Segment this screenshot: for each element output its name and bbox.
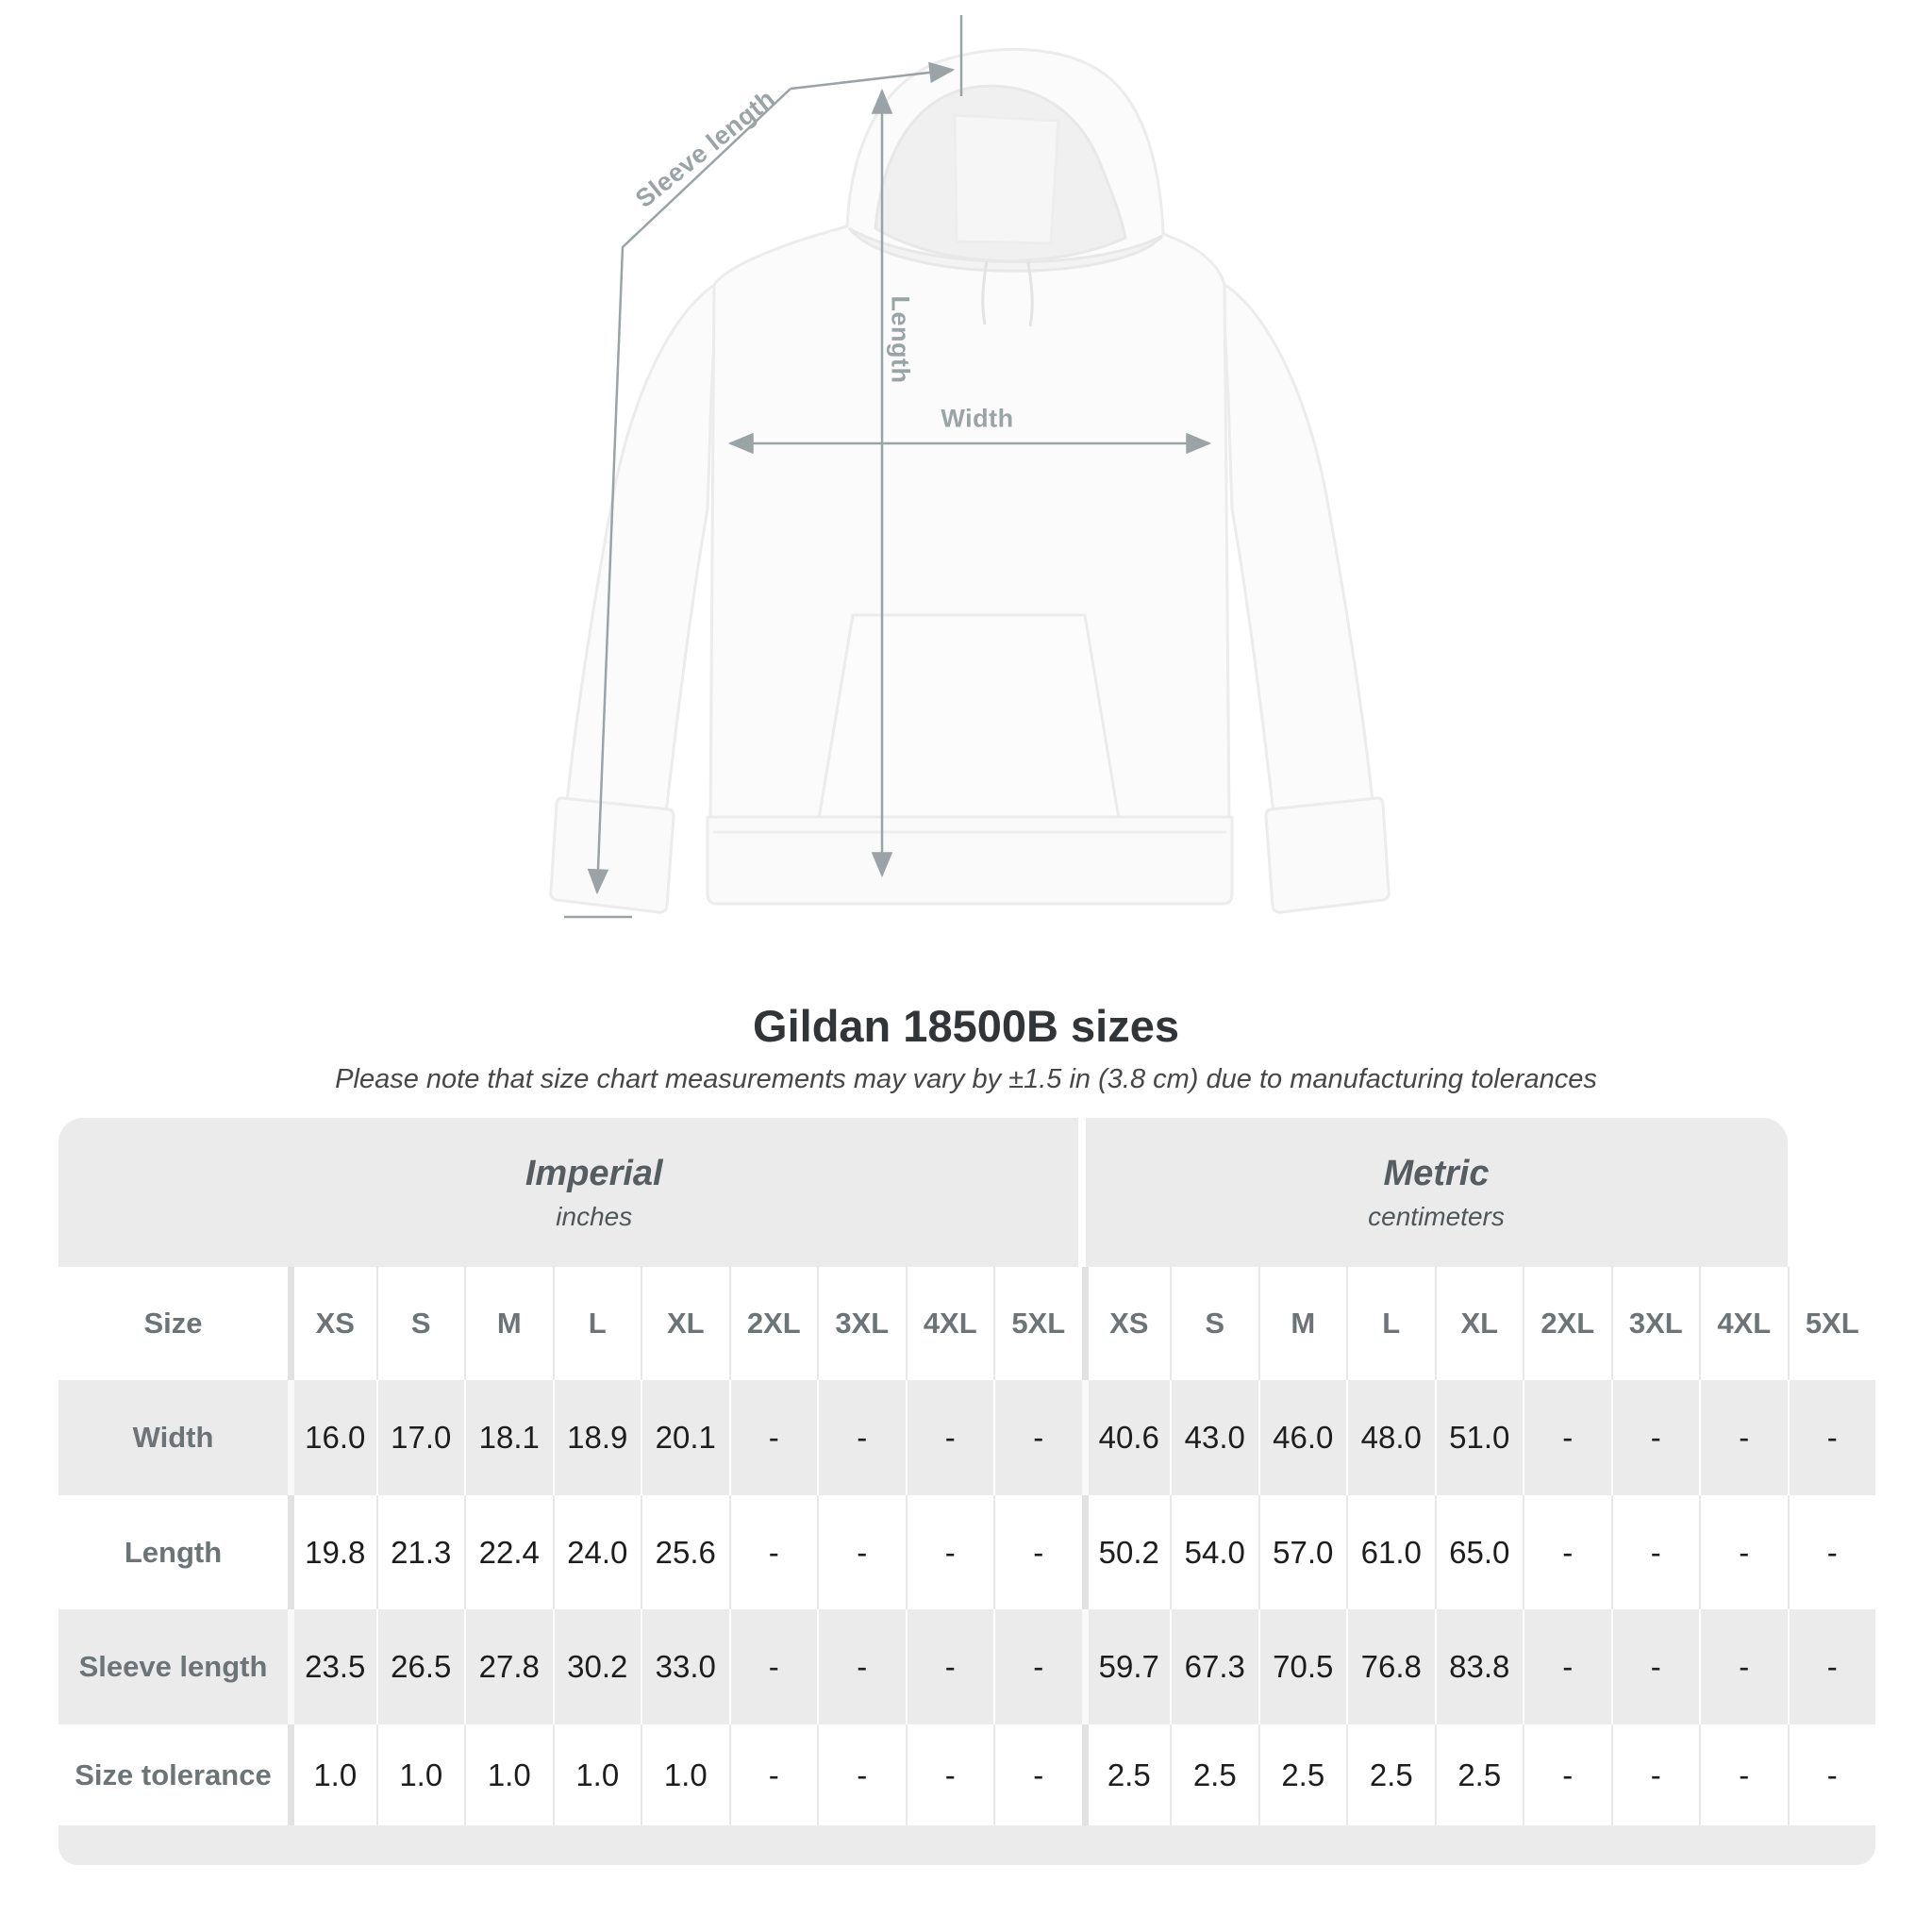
value-cell: 25.6	[641, 1495, 729, 1609]
size-header-row	[58, 1267, 1875, 1380]
size-col-header: M	[1258, 1267, 1347, 1380]
value-cell: 48.0	[1346, 1380, 1435, 1495]
value-cell: 43.0	[1170, 1380, 1258, 1495]
value-cell: -	[729, 1380, 818, 1495]
value-cell: 67.3	[1170, 1609, 1258, 1724]
value-cell: 2.5	[1346, 1724, 1435, 1825]
value-cell: 1.0	[641, 1724, 729, 1825]
size-col-header: 2XL	[729, 1267, 818, 1380]
right-cuff	[1266, 798, 1389, 912]
size-col-header: 5XL	[993, 1267, 1082, 1380]
table-row	[58, 1495, 1875, 1609]
value-cell: -	[1523, 1724, 1611, 1825]
value-cell: 24.0	[553, 1495, 641, 1609]
value-cell: 50.2	[1082, 1495, 1171, 1609]
value-cell: 1.0	[376, 1724, 465, 1825]
value-cell: 54.0	[1170, 1495, 1258, 1609]
size-col-header: 5XL	[1788, 1267, 1876, 1380]
value-cell: -	[1788, 1724, 1876, 1825]
imperial-section-header	[58, 1118, 1078, 1267]
row-label: Length	[124, 1535, 223, 1569]
value-cell: 40.6	[1082, 1380, 1171, 1495]
value-cell: -	[1523, 1380, 1611, 1495]
table-row	[58, 1380, 1875, 1495]
value-cell: 2.5	[1170, 1724, 1258, 1825]
value-cell: -	[906, 1724, 994, 1825]
value-cell: 83.8	[1435, 1609, 1524, 1724]
value-cell: 2.5	[1435, 1724, 1524, 1825]
value-cell: 17.0	[376, 1380, 465, 1495]
value-cell: 76.8	[1346, 1609, 1435, 1724]
size-col-header: 4XL	[1699, 1267, 1788, 1380]
value-cell: 27.8	[464, 1609, 553, 1724]
value-cell: 16.0	[288, 1380, 376, 1495]
value-cell: -	[1788, 1495, 1876, 1609]
value-cell: -	[729, 1724, 818, 1825]
size-table	[58, 1118, 1875, 1865]
value-cell: 46.0	[1258, 1380, 1347, 1495]
value-cell: -	[906, 1495, 994, 1609]
value-cell: -	[817, 1380, 906, 1495]
value-cell: -	[1611, 1495, 1700, 1609]
metric-section-title: Metric	[1383, 1153, 1490, 1193]
value-cell: 65.0	[1435, 1495, 1524, 1609]
value-cell: -	[729, 1609, 818, 1724]
value-cell: 51.0	[1435, 1380, 1524, 1495]
right-sleeve	[1223, 283, 1373, 813]
value-cell: -	[729, 1495, 818, 1609]
size-col-header: L	[553, 1267, 641, 1380]
value-cell: -	[1699, 1609, 1788, 1724]
value-cell: 19.8	[288, 1495, 376, 1609]
table-body	[58, 1380, 1875, 1825]
size-col-header: S	[376, 1267, 465, 1380]
table-row	[58, 1724, 1875, 1825]
value-cell: -	[1788, 1609, 1876, 1724]
value-cell: 18.9	[553, 1380, 641, 1495]
table-footer-band	[58, 1825, 1875, 1865]
value-cell: 26.5	[376, 1609, 465, 1724]
value-cell: 1.0	[464, 1724, 553, 1825]
value-cell: -	[993, 1724, 1082, 1825]
imperial-section-title: Imperial	[525, 1153, 663, 1193]
value-cell: 21.3	[376, 1495, 465, 1609]
value-cell: 33.0	[641, 1609, 729, 1724]
value-cell: -	[817, 1495, 906, 1609]
value-cell: 70.5	[1258, 1609, 1347, 1724]
value-cell: -	[817, 1609, 906, 1724]
size-col-header: XS	[288, 1267, 376, 1380]
left-cuff	[551, 798, 674, 912]
kangaroo-pocket	[819, 615, 1119, 819]
value-cell: 2.5	[1258, 1724, 1347, 1825]
value-cell: -	[906, 1609, 994, 1724]
imperial-section-unit: inches	[556, 1201, 633, 1231]
size-corner-header: Size	[143, 1307, 203, 1340]
row-label: Sleeve length	[78, 1650, 268, 1683]
value-cell: -	[1788, 1380, 1876, 1495]
value-cell: -	[993, 1609, 1082, 1724]
value-cell: 57.0	[1258, 1495, 1347, 1609]
size-col-header: S	[1170, 1267, 1258, 1380]
size-col-header: XL	[641, 1267, 729, 1380]
value-cell: -	[1611, 1609, 1700, 1724]
size-col-header: 3XL	[817, 1267, 906, 1380]
page-title: Gildan 18500B sizes	[753, 1001, 1179, 1051]
size-col-header: XL	[1435, 1267, 1524, 1380]
size-col-header: XS	[1082, 1267, 1171, 1380]
sleeve-length-label: Sleeve length	[630, 84, 781, 214]
value-cell: -	[817, 1724, 906, 1825]
value-cell: 23.5	[288, 1609, 376, 1724]
metric-section-header	[1086, 1118, 1788, 1267]
hem-band	[708, 817, 1232, 904]
row-label: Size tolerance	[75, 1757, 272, 1791]
value-cell: -	[993, 1380, 1082, 1495]
value-cell: 18.1	[464, 1380, 553, 1495]
value-cell: 1.0	[288, 1724, 376, 1825]
value-cell: -	[1699, 1495, 1788, 1609]
hood-back-panel	[955, 115, 1058, 243]
size-col-header: 4XL	[906, 1267, 994, 1380]
value-cell: 2.5	[1082, 1724, 1171, 1825]
size-col-header: 2XL	[1523, 1267, 1611, 1380]
value-cell: -	[993, 1495, 1082, 1609]
value-cell: -	[906, 1380, 994, 1495]
value-cell: 1.0	[553, 1724, 641, 1825]
size-col-header: 3XL	[1611, 1267, 1700, 1380]
table-row	[58, 1609, 1875, 1724]
value-cell: -	[1523, 1495, 1611, 1609]
width-label: Width	[941, 404, 1014, 433]
left-sleeve	[567, 283, 717, 813]
size-col-header: L	[1346, 1267, 1435, 1380]
value-cell: -	[1611, 1380, 1700, 1495]
length-label: Length	[886, 295, 915, 384]
value-cell: 59.7	[1082, 1609, 1171, 1724]
row-label: Width	[132, 1421, 214, 1454]
units-header-band	[58, 1118, 1875, 1267]
value-cell: -	[1699, 1380, 1788, 1495]
tolerance-note: Please note that size chart measurements may vary by ±1.5 in (3.8 cm) due to manufacturing tolerances	[335, 1064, 1597, 1094]
value-cell: -	[1523, 1609, 1611, 1724]
value-cell: 22.4	[464, 1495, 553, 1609]
value-cell: -	[1611, 1724, 1700, 1825]
value-cell: 61.0	[1346, 1495, 1435, 1609]
value-cell: -	[1699, 1724, 1788, 1825]
metric-section-unit: centimeters	[1368, 1201, 1505, 1231]
value-cell: 30.2	[553, 1609, 641, 1724]
value-cell: 20.1	[641, 1380, 729, 1495]
size-col-header: M	[464, 1267, 553, 1380]
